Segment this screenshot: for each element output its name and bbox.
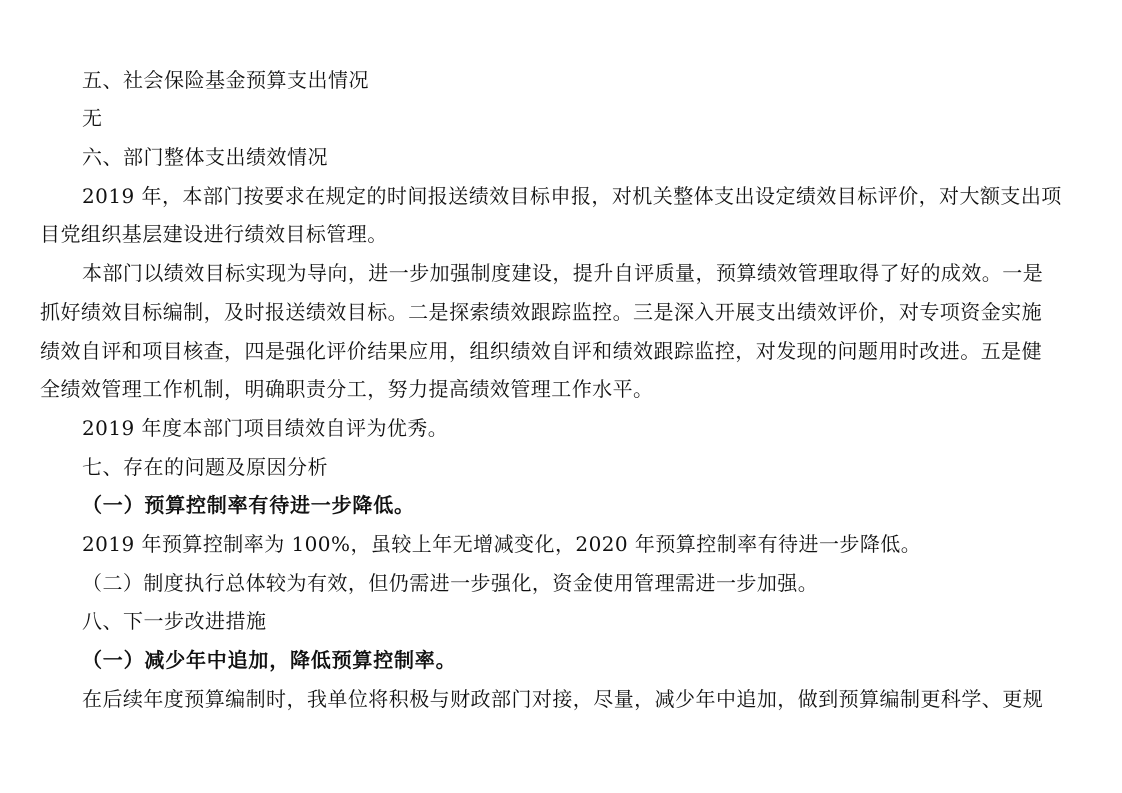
section-8-subheading-1: （一）减少年中追加，降低预算控制率。 bbox=[82, 648, 457, 672]
section-6-paragraph-1-line-2: 目党组织基层建设进行绩效目标管理。 bbox=[40, 222, 388, 246]
section-6-paragraph-2-line-3: 绩效自评和项目核查，四是强化评价结果应用，组织绩效自评和绩效跟踪监控，对发现的问题用时改进。五是健 bbox=[40, 339, 1043, 363]
section-7-subtext-2: （二）制度执行总体较为有效，但仍需进一步强化，资金使用管理需进一步加强。 bbox=[82, 571, 819, 595]
section-6-paragraph-2-line-1: 本部门以绩效目标实现为导向，进一步加强制度建设，提升自评质量，预算绩效管理取得了好的成效。一是 bbox=[82, 261, 1044, 285]
section-7-heading: 七、存在的问题及原因分析 bbox=[82, 455, 328, 479]
section-8-subtext-1: 在后续年度预算编制时，我单位将积极与财政部门对接，尽量，减少年中追加，做到预算编制更科学、更规 bbox=[82, 687, 1044, 711]
section-6-paragraph-2-line-2: 抓好绩效目标编制，及时报送绩效目标。二是探索绩效跟踪监控。三是深入开展支出绩效评价，对专项资金实施 bbox=[40, 300, 1043, 324]
section-6-heading: 六、部门整体支出绩效情况 bbox=[82, 145, 328, 169]
section-8-heading: 八、下一步改进措施 bbox=[82, 609, 267, 633]
section-7-subtext-1: 2019 年预算控制率为 100%，虽较上年无增减变化，2020 年预算控制率有待进一步降低。 bbox=[82, 532, 922, 556]
section-6-paragraph-3: 2019 年度本部门项目绩效自评为优秀。 bbox=[82, 416, 449, 440]
section-6-paragraph-1-line-1: 2019 年，本部门按要求在规定的时间报送绩效目标申报，对机关整体支出设定绩效目标评价，对大额支出项 bbox=[82, 184, 1062, 208]
section-5-heading: 五、社会保险基金预算支出情况 bbox=[82, 68, 369, 92]
section-6-paragraph-2-line-4: 全绩效管理工作机制，明确职责分工，努力提高绩效管理工作水平。 bbox=[40, 377, 654, 401]
section-7-subheading-1: （一）预算控制率有待进一步降低。 bbox=[82, 493, 415, 517]
section-5-content: 无 bbox=[82, 106, 103, 130]
